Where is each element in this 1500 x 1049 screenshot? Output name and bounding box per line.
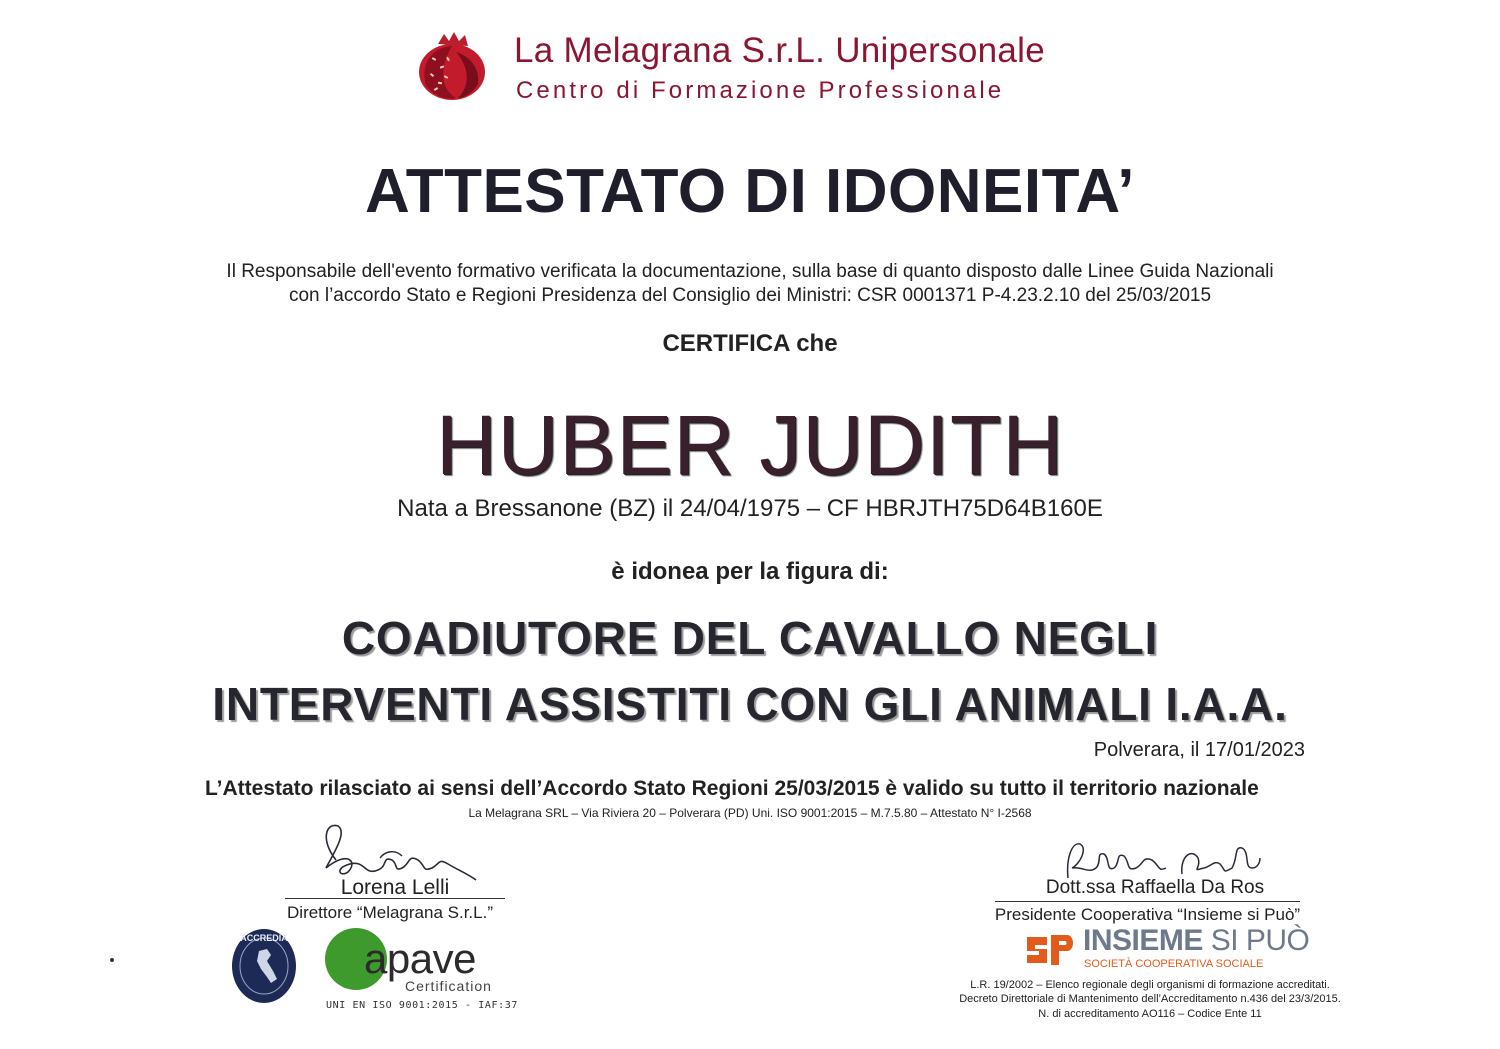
validity-statement: L’Attestato rilasciato ai sensi dell’Accordo Stato Regioni 25/03/2015 è valido su tutto il territorio nazionale (205, 777, 1259, 800)
address-line: La Melagrana SRL – Via Riviera 20 – Polverara (PD) Uni. ISO 9001:2015 – M.7.5.80 – Attestato N° I-2568 (468, 806, 1032, 820)
place-date: Polverara, il 17/01/2023 (1093, 739, 1305, 761)
insieme-logo-subtitle: SOCIETÀ COOPERATIVA SOCIALE (1084, 958, 1264, 970)
organization-subtitle: Centro di Formazione Professionale (516, 77, 1005, 104)
role-line2: INTERVENTI ASSISTITI CON GLI ANIMALI I.A.A. (212, 678, 1288, 730)
intro-text-line2: con l’accordo Stato e Regioni Presidenza del Consiglio dei Ministri: CSR 0001371 P-4.23.2.10 del 25/03/2015 (288, 285, 1212, 306)
organization-name: La Melagrana S.r.L. Unipersonale (514, 31, 1046, 70)
signatory-left-name: Lorena Lelli (340, 876, 450, 899)
idonea-label: è idonea per la figura di: (611, 558, 889, 585)
svg-text:ACCREDIA: ACCREDIA (240, 933, 288, 943)
insieme-mark-icon (1023, 929, 1075, 969)
certificate-title: ATTESTATO DI IDONEITA’ (365, 157, 1135, 226)
apave-logo-subtitle: Certification (405, 978, 492, 994)
accredia-seal-icon (231, 927, 297, 1005)
signature-right-line (995, 901, 1300, 902)
signatory-left-role: Direttore “Melagrana S.r.L.” (287, 903, 493, 922)
pomegranate-logo-icon (416, 30, 488, 102)
birth-info: Nata a Bressanone (BZ) il 24/04/1975 – CF HBRJTH75D64B160E (397, 495, 1103, 522)
insieme-logo-text (1083, 924, 1309, 958)
insieme-bold-text: INSIEME (1083, 924, 1203, 957)
signature-left-line (285, 898, 505, 899)
holder-name: HUBER JUDITH (435, 398, 1064, 492)
certifica-label: CERTIFICA che (662, 330, 838, 357)
apave-logo-text: apave (364, 935, 476, 982)
accreditation-note-line3: N. di accreditamento AO116 – Codice Ente 11 (1038, 1008, 1262, 1020)
accreditation-note-line1: L.R. 19/2002 – Elenco regionale degli organismi di formazione accreditati. (970, 979, 1330, 991)
apave-iso-label: UNI EN ISO 9001:2015 - IAF:37 (326, 1000, 518, 1011)
role-line1: COADIUTORE DEL CAVALLO NEGLI (341, 612, 1159, 664)
insieme-light-text: SI PUÒ (1210, 924, 1310, 957)
intro-text-line1: Il Responsabile dell'evento formativo verificata la documentazione, sulla base di quanto disposto dalle Linee Guida Nazionali (226, 261, 1274, 282)
scan-dot (110, 958, 114, 962)
accreditation-note-line2: Decreto Direttoriale di Mantenimento dell’Accreditamento n.436 del 23/3/2015. (959, 993, 1341, 1005)
signatory-right-name: Dott.ssa Raffaella Da Ros (1045, 877, 1265, 898)
signatory-right-role: Presidente Cooperativa “Insieme si Può” (994, 905, 1301, 924)
